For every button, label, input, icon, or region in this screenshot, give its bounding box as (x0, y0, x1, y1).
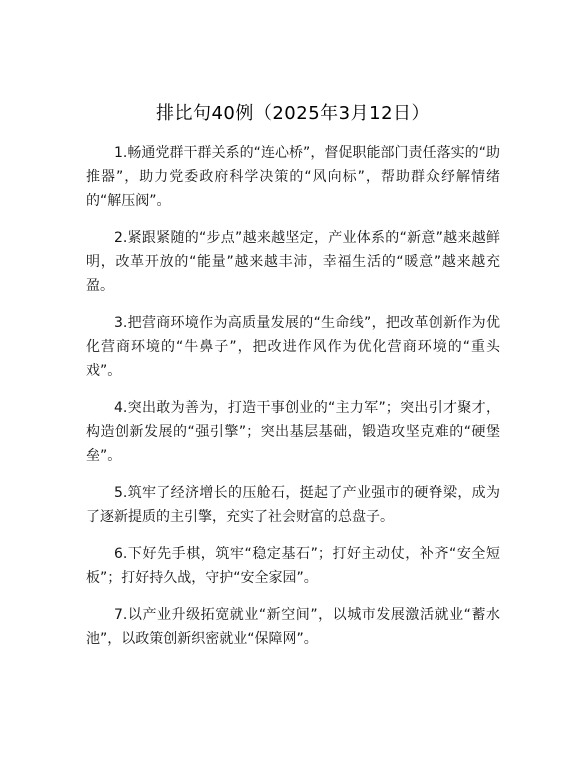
paragraph-2: 2.紧跟紧随的“步点”越来越坚定，产业体系的“新意”越来越鲜明，改革开放的“能量”越来越丰沛，幸福生活的“暖意”越来越充盈。 (86, 230, 500, 294)
paragraph-7: 7.以产业升级拓宽就业“新空间”，以城市发展激活就业“蓄水池”，以政策创新织密就业“保障网”。 (86, 607, 500, 647)
paragraph-1: 1.畅通党群干群关系的“连心桥”，督促职能部门责任落实的“助推器”，助力党委政府科学决策的“风向标”，帮助群众纾解情绪的“解压阀”。 (86, 145, 500, 209)
paragraph-4: 4.突出敢为善为，打造干事创业的“主力军”；突出引才聚才，构造创新发展的“强引擎”；突出基层基础，锻造攻坚克难的“硬堡垒”。 (86, 400, 500, 464)
paragraph-5: 5.筑牢了经济增长的压舱石，挺起了产业强市的硬脊梁，成为了逐新提质的主引擎，充实了社会财富的总盘子。 (86, 485, 500, 525)
document-title: 排比句40例（2025年3月12日） (155, 103, 431, 124)
document-body (86, 141, 500, 664)
paragraph-6: 6.下好先手棋，筑牢“稳定基石”；打好主动仗，补齐“安全短板”；打好持久战，守护“安全家园”。 (86, 546, 500, 586)
paragraph-3: 3.把营商环境作为高质量发展的“生命线”，把改革创新作为优化营商环境的“牛鼻子”，把改进作风作为优化营商环境的“重头戏”。 (86, 315, 500, 379)
